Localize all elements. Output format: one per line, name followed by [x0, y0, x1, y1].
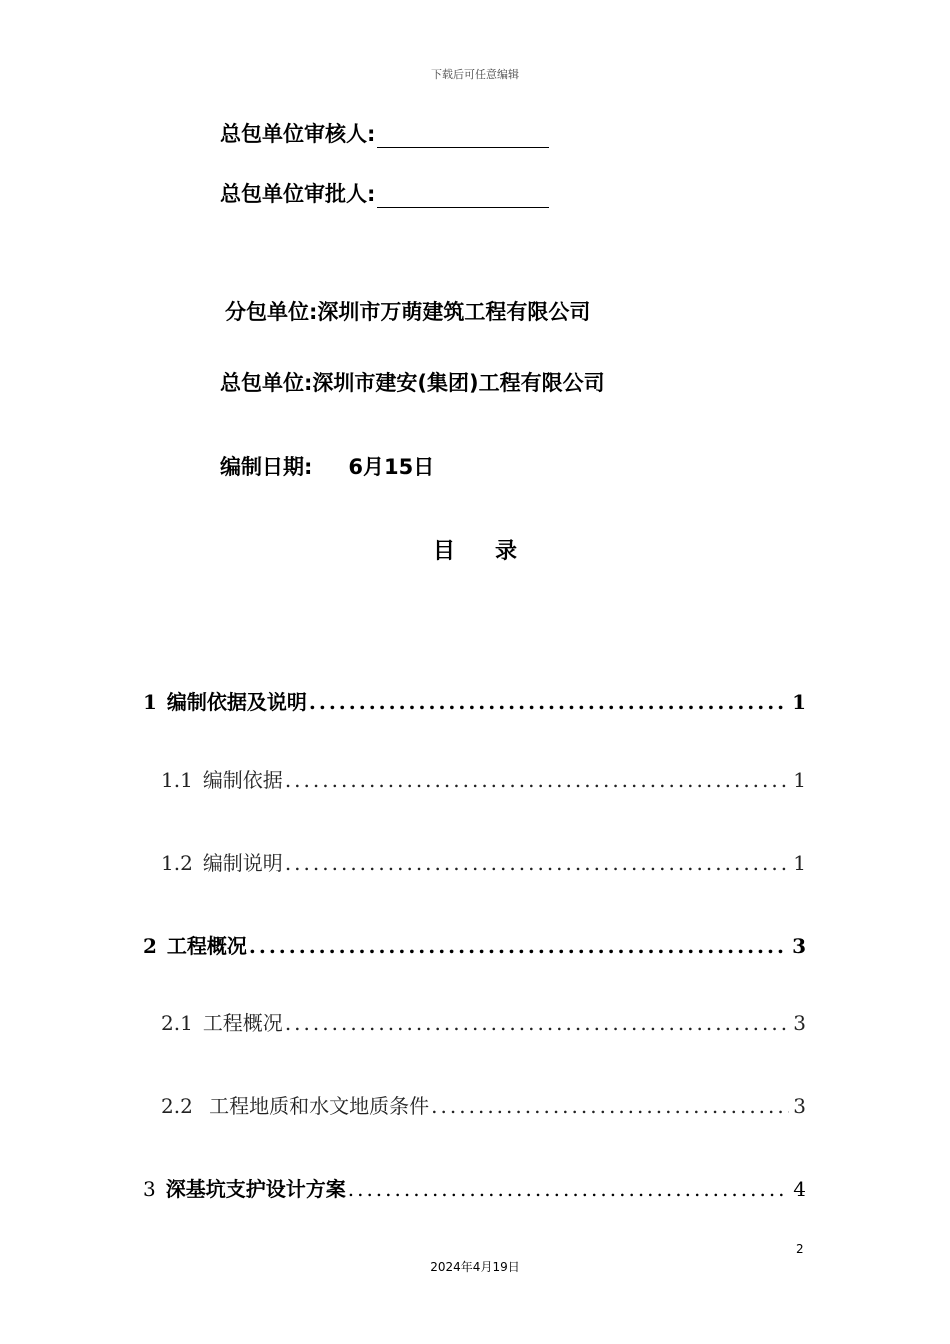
toc-item[interactable] [161, 1007, 806, 1036]
toc-item-page: 1 [793, 768, 806, 792]
toc-item[interactable] [143, 1173, 806, 1202]
footer-date: 2024年4月19日 [430, 1260, 520, 1274]
toc-item[interactable] [143, 686, 806, 715]
approver-signature-line [220, 178, 549, 208]
toc-item-label: 编制说明 [202, 851, 283, 875]
toc-title: 目录 [432, 539, 557, 564]
toc-leader-dots [348, 1177, 790, 1201]
toc-item-number: 3 [143, 1177, 156, 1201]
toc-item[interactable] [161, 1090, 806, 1119]
general-contractor-line: 总包单位:深圳市建安(集团)工程有限公司 [220, 371, 605, 395]
reviewer-signature-blank [377, 125, 549, 148]
toc-item[interactable] [161, 847, 806, 876]
toc-item-label: 工程地质和水文地质条件 [202, 1094, 430, 1118]
approver-signature-blank [377, 185, 549, 208]
toc-item-label: 工程概况 [202, 1011, 283, 1035]
toc-item-label: 编制依据 [202, 768, 283, 792]
toc-item-page: 3 [792, 934, 806, 958]
reviewer-label: 总包单位审核人: [220, 122, 376, 146]
toc-item-number: 1.1 [161, 768, 193, 792]
toc-leader-dots [285, 1011, 789, 1035]
toc-item-number: 2.1 [161, 1011, 193, 1035]
toc-leader-dots [285, 768, 789, 792]
toc-item-page: 1 [792, 690, 806, 714]
date-label: 编制日期: [220, 455, 313, 479]
toc-item-number: 2 [143, 934, 157, 958]
header-note: 下载后可任意编辑 [431, 68, 519, 81]
toc-leader-dots [285, 851, 789, 875]
toc-item-number: 2.2 [161, 1094, 193, 1118]
toc-item[interactable] [161, 764, 806, 793]
toc-item-number: 1 [143, 690, 157, 714]
toc-item-page: 3 [793, 1011, 806, 1035]
page-number: 2 [796, 1242, 804, 1256]
toc-item-page: 3 [793, 1094, 806, 1118]
toc-item-label: 深基坑支护设计方案 [165, 1177, 346, 1201]
toc-item-number: 1.2 [161, 851, 193, 875]
toc-item-page: 1 [793, 851, 806, 875]
toc-item[interactable] [143, 930, 806, 959]
toc-leader-dots [309, 690, 788, 714]
compile-date-line [220, 451, 434, 481]
toc-leader-dots [431, 1094, 789, 1118]
subcontractor-line: 分包单位:深圳市万萌建筑工程有限公司 [225, 300, 591, 324]
toc-item-label: 编制依据及说明 [166, 690, 307, 714]
approver-label: 总包单位审批人: [220, 182, 376, 206]
toc-item-label: 工程概况 [166, 934, 247, 958]
reviewer-signature-line [220, 118, 549, 148]
date-value: 6月15日 [348, 455, 435, 479]
toc-item-page: 4 [793, 1177, 806, 1201]
toc-leader-dots [249, 934, 788, 958]
